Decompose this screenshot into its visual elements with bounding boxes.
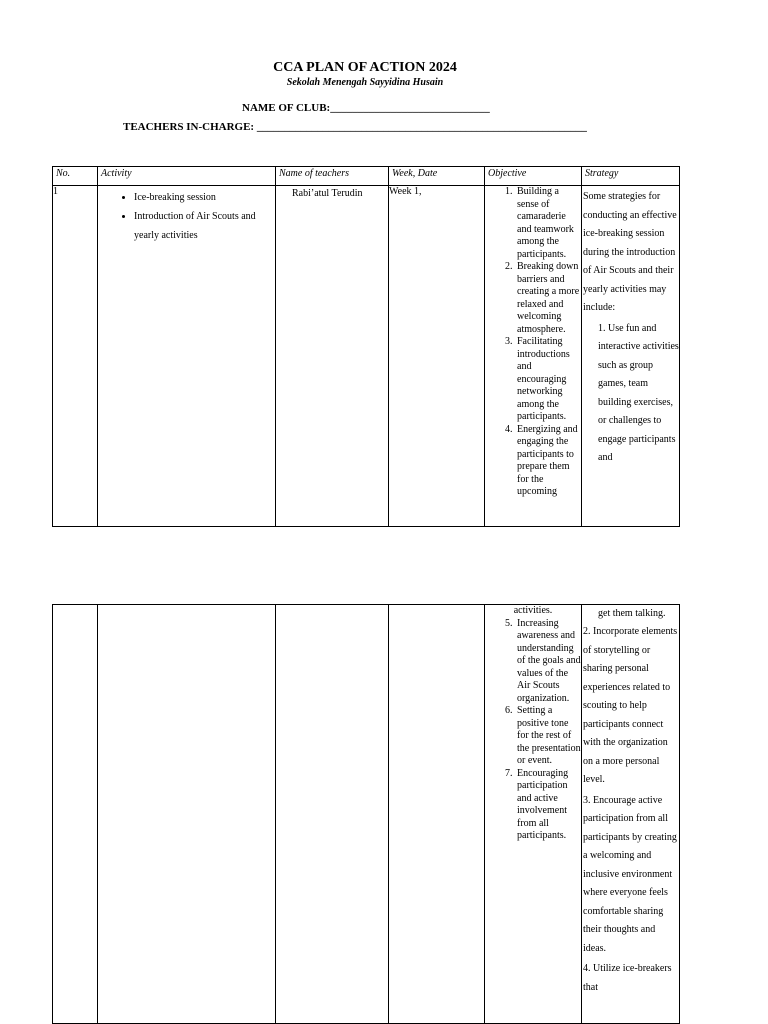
col-header-objective: Objective — [485, 167, 582, 186]
activity-item: • Introduction of Air Scouts and yearly activities — [134, 207, 275, 245]
strategy-cell — [582, 186, 680, 527]
objective-list-continued — [485, 618, 581, 843]
week-date-cell-empty — [389, 605, 485, 1024]
strategy-item: 2. Incorporate elements of storytelling or sharing personal experiences related to scouting to help participants connect with the organization on a more personal level. — [583, 626, 678, 785]
col-header-activity: Activity — [98, 167, 276, 186]
teacher-name: Rabi’atul Terudin — [292, 188, 363, 199]
club-blank-line: _____________________________ — [330, 102, 490, 114]
activity-item: • Ice-breaking session — [134, 188, 275, 207]
col-header-teachers: Name of teachers — [276, 167, 389, 186]
strategy-item: 4. Utilize ice-breakers that — [583, 963, 672, 993]
strategy-intro: Some strategies for conducting an effective ice-breaking session during the introduction of Air Scouts and their yearly activities may include: — [583, 191, 677, 313]
table-header-row — [53, 167, 680, 186]
col-header-week-date: Week, Date — [389, 167, 485, 186]
activity-cell — [98, 186, 276, 527]
objective-item: 7. Encouraging participation and active involvement from all participants. — [515, 768, 581, 843]
row-number-empty — [53, 605, 98, 1024]
col-header-strategy: Strategy — [582, 167, 680, 186]
strategy-item: 3. Encourage active participation from all participants by creating a welcoming and inclusive environment where everyone feels comfortable sharing their thoughts and ideas. — [583, 794, 677, 954]
activity-cell-empty — [98, 605, 276, 1024]
plan-table-page2 — [52, 604, 680, 1024]
objective-cell-continued — [485, 605, 582, 1024]
strategy-cell-continued — [582, 605, 680, 1024]
club-label: NAME OF CLUB: — [242, 102, 331, 114]
objective-item: 5. Increasing awareness and understanding of the goals and values of the Air Scouts organization. — [515, 618, 581, 706]
strategy-continued-text: get them talking. — [598, 608, 666, 619]
table-row-continued — [53, 605, 680, 1024]
teachers-label: TEACHERS IN-CHARGE: — [123, 121, 255, 133]
teacher-cell — [276, 186, 389, 527]
document-title: CCA PLAN OF ACTION 2024 — [273, 60, 457, 75]
row-number: 1 — [53, 186, 98, 527]
school-name: Sekolah Menengah Sayyidina Husain — [286, 77, 444, 88]
objective-item: 2. Breaking down barriers and creating a more relaxed and welcoming atmosphere. — [515, 261, 581, 336]
col-header-no: No. — [53, 167, 98, 186]
activity-list — [98, 188, 275, 245]
objective-list — [485, 186, 581, 499]
objective-item: 1. Building a sense of camaraderie and teamwork among the participants. — [515, 186, 581, 261]
plan-table-page1 — [52, 166, 680, 527]
week-date-cell: Week 1, — [389, 186, 485, 527]
strategy-item: 1. Use fun and interactive activities such as group games, team building exercises, or challenges to engage participants and — [598, 322, 679, 463]
objective-item: 3. Facilitating introductions and encouraging networking among the participants. — [515, 336, 581, 424]
objective-item: 4. Energizing and engaging the participants to prepare them for the upcoming — [515, 424, 581, 499]
club-name-field — [242, 102, 490, 114]
teachers-blank-line: ____________________________________________________________ — [256, 121, 587, 133]
objective-cell — [485, 186, 582, 527]
objective-continued-text: activities. — [513, 605, 553, 616]
table-row — [53, 186, 680, 527]
teacher-cell-empty — [276, 605, 389, 1024]
teachers-in-charge-field — [123, 121, 587, 133]
objective-item: 6. Setting a positive tone for the rest of the presentation or event. — [515, 705, 581, 768]
